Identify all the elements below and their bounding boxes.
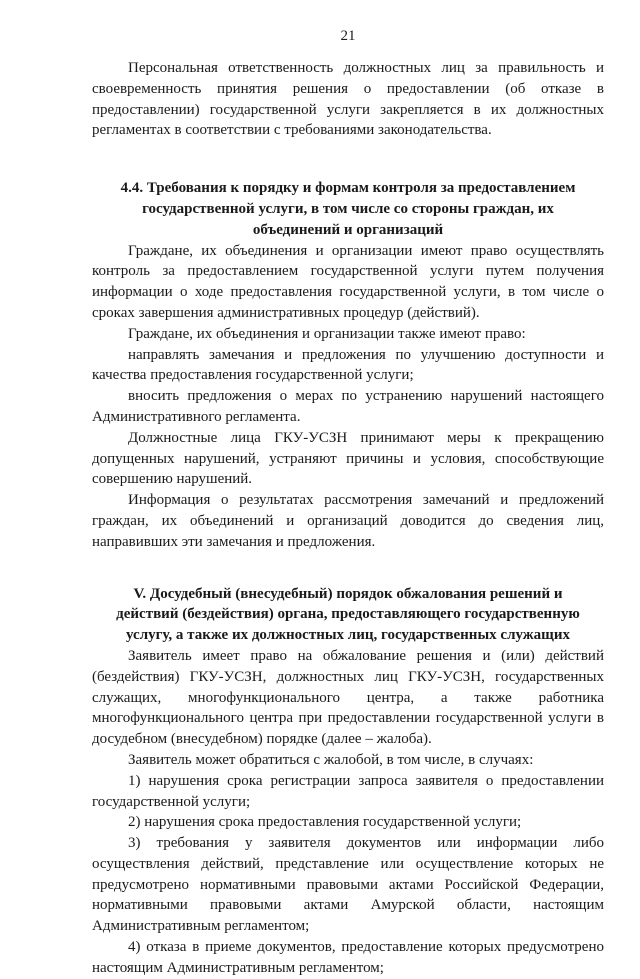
section-4-4-heading (92, 178, 604, 240)
section-4-4-paragraph-6: Информация о результатах рассмотрения замечаний и предложений граждан, их объединений и организаций доводится до сведения лиц, направивших эти замечания и предложения. (92, 492, 604, 550)
section-5-list-item-1: 1) нарушения срока регистрации запроса заявителя о предоставлении государственной услуги; (92, 772, 604, 810)
section-4-4-heading-line3: объединений и организаций (252, 221, 444, 238)
section-5-paragraph-2: Заявитель может обратиться с жалобой, в том числе, в случаях: (128, 751, 534, 768)
section-4-4-paragraph-1: Граждане, их объединения и организации имеют право осуществлять контроль за предоставлением государственной услуги путем получения информации о ходе предоставления государственной услуги, в том числе о сроках завершения административных процедур (действий). (92, 242, 604, 321)
section-5-heading-line1: V. Досудебный (внесудебный) порядок обжалования решений и (133, 585, 563, 602)
section-4-4-heading-line2: государственной услуги, в том числе со стороны граждан, их (142, 200, 554, 217)
section-4-4-paragraph-4: вносить предложения о мерах по устранению нарушений настоящего Административного регламента. (92, 388, 604, 425)
section-5-heading-line2: действий (бездействия) органа, предоставляющего государственную (116, 606, 580, 623)
section-5-heading-line3: услугу, а также их должностных лиц, государственных служащих (126, 627, 570, 644)
section-5-list-item-2: 2) нарушения срока предоставления государственной услуги; (128, 814, 522, 831)
page-number: 21 (340, 28, 356, 44)
section-4-4-heading-line1: 4.4. Требования к порядку и формам контроля за предоставлением (120, 180, 576, 197)
section-5-list-item-4: 4) отказа в приеме документов, предоставление которых предусмотрено настоящим Административным регламентом; (92, 939, 604, 976)
section-5-list-item-3: 3) требования у заявителя документов или информации либо осуществления действий, представление или осуществление которых не предусмотрено нормативными правовыми актами Российской Федерации, нормативными правовыми актами Амурской области, настоящим Административным регламентом; (92, 835, 604, 935)
section-4-4-paragraph-5: Должностные лица ГКУ-УСЗН принимают меры к прекращению допущенных нарушений, устраняют причины и условия, способствующие совершению нарушений. (92, 429, 604, 488)
section-4-4-paragraph-3: направлять замечания и предложения по улучшению доступности и качества предоставления государственной услуги; (92, 346, 604, 384)
section-4-4-paragraph-2: Граждане, их объединения и организации также имеют право: (128, 325, 526, 342)
section-5-paragraph-1: Заявитель имеет право на обжалование решения и (или) действий (бездействия) ГКУ-УСЗН, должностных лиц ГКУ-УСЗН, государственных служащих, многофункционального центра, а также работника многофункционального центра при предоставлении государственной услуги в досудебном (внесудебном) порядке (далее – жалоба). (92, 647, 604, 748)
section-5-heading (92, 584, 604, 646)
intro-paragraph: Персональная ответственность должностных лиц за правильность и своевременность принятия решения о предоставлении (об отказе в предоставлении) государственной услуги закрепляется в их должностных регламентах в соответствии с требованиями законодательства. (92, 60, 604, 139)
